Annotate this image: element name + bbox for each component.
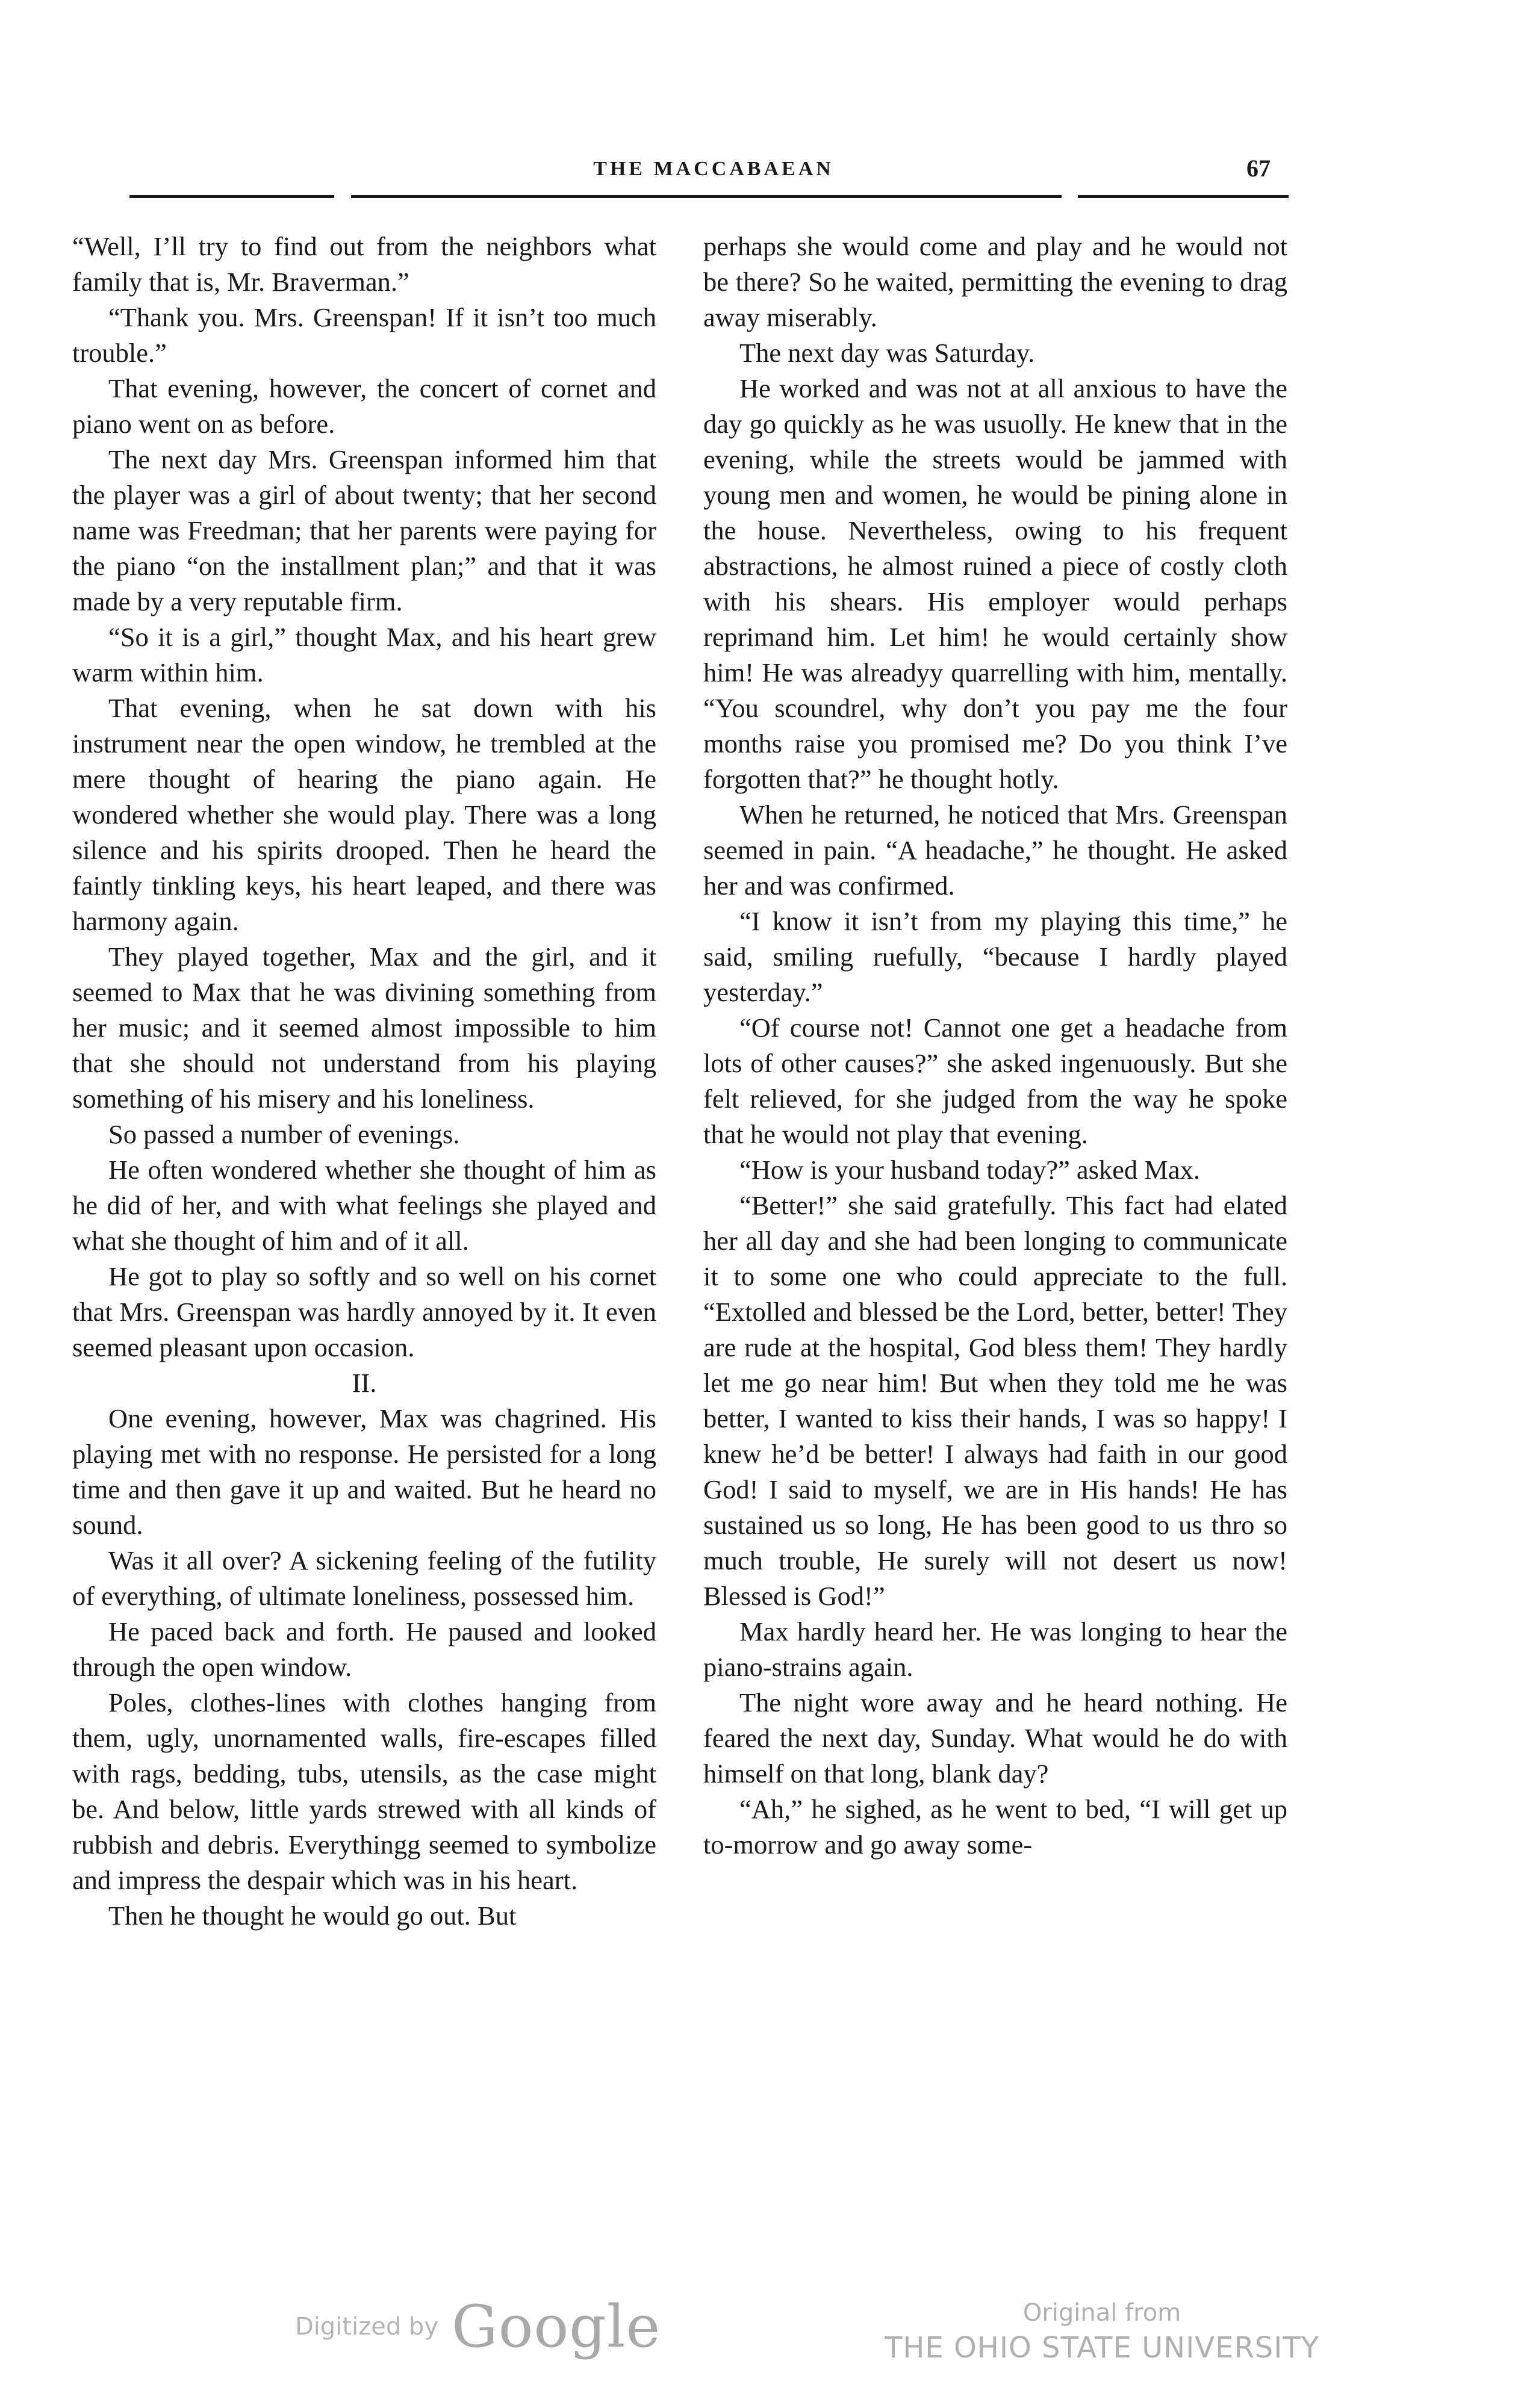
paragraph: That evening, however, the concert of cornet and piano went on as before. <box>72 373 656 439</box>
paragraph: That evening, when he sat down with his instrument near the open window, he trembled at the mere thought of hearing the piano again. He wondered whether she would play. There was a long silence and his spirits drooped. Then he heard the faintly tinkling keys, his heart leaped, and there was harmony again. <box>72 693 656 936</box>
header-rule-right <box>1078 195 1289 198</box>
paragraph: They played together, Max and the girl, and it seemed to Max that he was divining something from her music; and it seemed almost impossible to him that she should not understand from his playing something of his misery and his loneliness. <box>72 942 656 1114</box>
paragraph: “Ah,” he sighed, as he went to bed, “I will get up to-morrow and go away some- <box>703 1794 1287 1860</box>
paragraph: He paced back and forth. He paused and looked through the open window. <box>72 1616 656 1682</box>
university-name: THE OHIO STATE UNIVERSITY <box>884 2331 1320 2365</box>
paragraph: “How is your husband today?” asked Max. <box>739 1155 1200 1185</box>
paragraph: The night wore away and he heard nothing. He feared the next day, Sunday. What would he do with himself on that long, blank day? <box>703 1687 1287 1789</box>
left-column <box>72 229 656 1934</box>
google-logo: Google <box>452 2293 661 2360</box>
paragraph: When he returned, he noticed that Mrs. Greenspan seemed in pain. “A headache,” he thought. He asked her and was confirmed. <box>703 799 1287 901</box>
right-column <box>703 229 1287 1863</box>
paragraph: He often wondered whether she thought of him as he did of her, and with what feelings she played and what she thought of him and of it all. <box>72 1155 656 1256</box>
paragraph: Max hardly heard her. He was longing to hear the piano-strains again. <box>703 1616 1287 1682</box>
paragraph: So passed a number of evenings. <box>108 1119 460 1149</box>
running-title: THE MACCABAEAN <box>593 158 834 180</box>
header-rule-center <box>351 195 1062 198</box>
paragraph: Was it all over? A sickening feeling of the futility of everything, of ultimate loneliness, possessed him. <box>72 1545 656 1611</box>
paragraph: The next day Mrs. Greenspan informed him that the player was a girl of about twenty; that her second name was Freedman; that her parents were paying for the piano “on the installment plan;” and that it was made by a very reputable firm. <box>72 444 656 616</box>
digitization-credit <box>295 2294 661 2360</box>
paragraph: “So it is a girl,” thought Max, and his heart grew warm within him. <box>72 622 656 687</box>
paragraph: One evening, however, Max was chagrined. His playing met with no response. He persisted for a long time and then gave it up and waited. But he heard no sound. <box>72 1403 656 1540</box>
page-number: 67 <box>1246 155 1271 182</box>
paragraph: “Better!” she said gratefully. This fact had elated her all day and she had been longing to communicate it to some one who could appreciate to the full. “Extolled and blessed be the Lord, better, better! They are rude at the hospital, God bless them! They hardly let me go near him! But when they told me he was better, I wanted to kiss their hands, I was so happy! I knew he’d be better! I always had faith in our good God! I said to myself, we are in His hands! He has sustained us so long, He has been good to us thro so much trouble, He surely will not desert us now! Blessed is God!” <box>703 1190 1287 1611</box>
source-credit <box>831 2297 1373 2366</box>
section-heading: II. <box>352 1368 377 1398</box>
paragraph: “Thank you. Mrs. Greenspan! If it isn’t too much trouble.” <box>72 302 656 368</box>
paragraph: The next day was Saturday. <box>739 338 1035 368</box>
paragraph: “Of course not! Cannot one get a headache from lots of other causes?” she asked ingenuously. But she felt relieved, for she judged from the way he spoke that he would not play that evening. <box>703 1013 1287 1149</box>
original-from-label: Original from <box>1022 2299 1181 2327</box>
paragraph: “Well, I’ll try to find out from the neighbors what family that is, Mr. Braverman.” <box>72 231 656 297</box>
header-rule-left <box>129 195 334 198</box>
paragraph: He got to play so softly and so well on his cornet that Mrs. Greenspan was hardly annoyed by it. It even seemed pleasant upon occasion. <box>72 1261 656 1362</box>
paragraph: perhaps she would come and play and he would not be there? So he waited, permitting the evening to drag away miserably. <box>703 231 1287 332</box>
paragraph: He worked and was not at all anxious to have the day go quickly as he was usuolly. He knew that in the evening, while the streets would be jammed with young men and women, he would be pining alone in the house. Nevertheless, owing to his frequent abstractions, he almost ruined a piece of costly cloth with his shears. His employer would perhaps reprimand him. Let him! he would certainly show him! He was alreadyy quarrelling with him, mentally. “You scoundrel, why don’t you pay me the four months raise you promised me? Do you think I’ve forgotten that?” he thought hotly. <box>703 373 1287 794</box>
paragraph: “I know it isn’t from my playing this time,” he said, smiling ruefully, “because I hardly played yesterday.” <box>703 906 1287 1007</box>
page-header <box>129 155 1289 200</box>
paragraph: Poles, clothes-lines with clothes hanging from them, ugly, unornamented walls, fire-escapes filled with rags, bedding, tubs, utensils, as the case might be. And below, little yards strewed with all kinds of rubbish and debris. Everythingg seemed to symbolize and impress the despair which was in his heart. <box>72 1687 656 1895</box>
paragraph: Then he thought he would go out. But <box>108 1901 517 1931</box>
digitized-by-label: Digitized by <box>295 2313 438 2341</box>
